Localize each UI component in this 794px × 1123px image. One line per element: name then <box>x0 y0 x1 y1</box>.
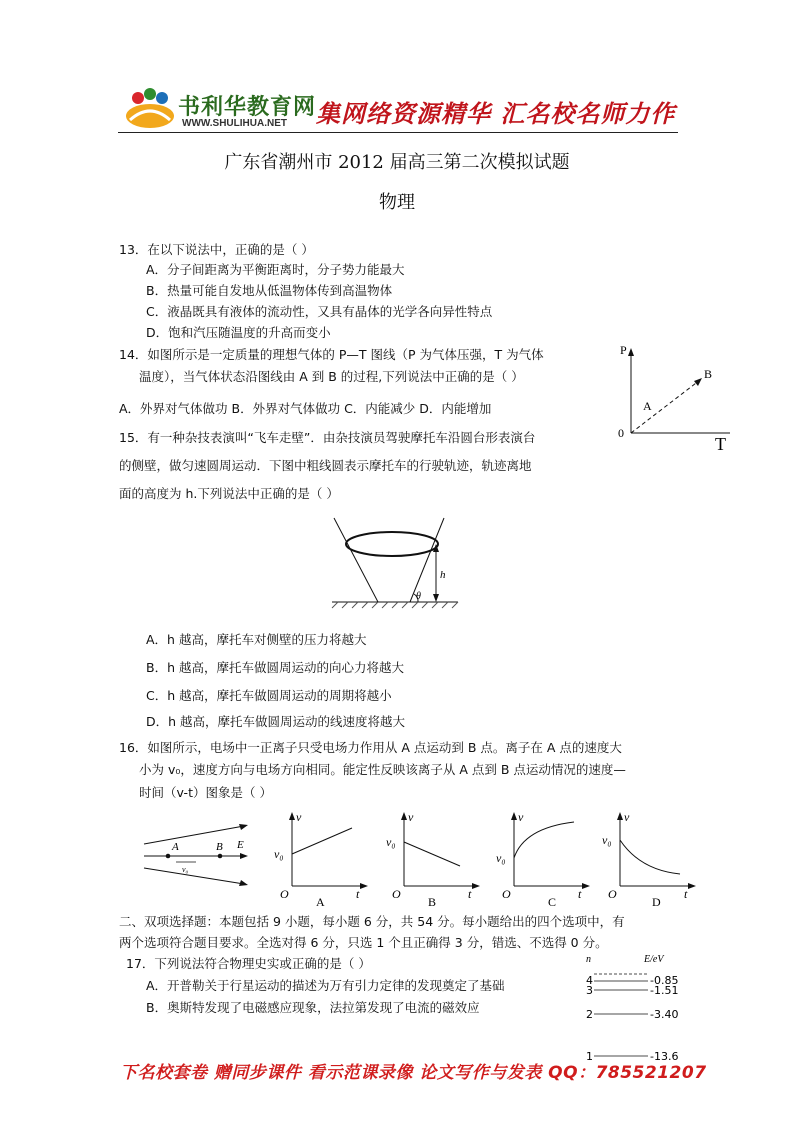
graph-c-v-label: v <box>518 810 524 824</box>
q13-stem: 13．在以下说法中，正确的是（ ） <box>119 242 314 257</box>
graph-d-t-label: t <box>684 887 688 901</box>
field-b-label: B <box>216 841 223 853</box>
section2-line1: 二、双项选择题：本题包括 9 小题，每小题 6 分，共 54 分。每小题给出的四个选项中，有 <box>119 914 625 929</box>
q15-option-d: D．h 越高，摩托车做圆周运动的线速度将越大 <box>146 714 406 729</box>
vt-graph-a <box>272 808 372 908</box>
graph-d-caption: D <box>652 895 661 908</box>
q15-option-b: B．h 越高，摩托车做圆周运动的向心力将越大 <box>146 660 404 675</box>
vt-graph-d <box>600 808 700 908</box>
graph-b-caption: B <box>428 895 437 908</box>
q15-line1: 15．有一种杂技表演叫“飞车走壁”．由杂技演员驾驶摩托车沿圆台形表演台 <box>119 430 536 445</box>
q14-stem-line2: 温度），当气体状态沿图线由 A 到 B 的过程,下列说法中正确的是（ ） <box>139 369 524 384</box>
field-v0-label: v₀ <box>182 865 189 874</box>
graph-b-t-label: t <box>468 887 472 901</box>
brand-url[interactable]: WWW.SHULIHUA.NET <box>182 118 287 129</box>
site-logo <box>124 86 176 130</box>
graph-a-o-label: O <box>280 887 289 901</box>
q17-option-b: B．奥斯特发现了电磁感应现象，法拉第发现了电流的磁效应 <box>146 1000 480 1015</box>
q15-option-c: C．h 越高，摩托车做圆周运动的周期将越小 <box>146 688 392 703</box>
q16-line2: 小为 v₀，速度方向与电场方向相同。能定性反映该离子从 A 点到 B 点运动情况的速度— <box>139 762 626 777</box>
p-axis-label: P <box>620 343 627 357</box>
graph-a-t-label: t <box>356 887 360 901</box>
level-3-e: -1.51 <box>650 984 679 997</box>
track-circle <box>346 532 438 556</box>
graph-c-caption: C <box>548 895 557 908</box>
graph-d-v-label: v <box>624 810 630 824</box>
q13-option-b: B．热量可能自发地从低温物体传到高温物体 <box>146 283 393 298</box>
q14-stem-line1: 14．如图所示是一定质量的理想气体的 P—T 图线（P 为气体压强，T 为气体 <box>119 347 544 362</box>
header-divider <box>118 132 678 133</box>
energy-n-header: n <box>586 954 591 965</box>
graph-c-t-label: t <box>578 887 582 901</box>
vt-graph-b <box>384 808 484 908</box>
q13-option-c: C．液晶既具有液体的流动性，又具有晶体的光学各向异性特点 <box>146 304 493 319</box>
t-axis-label: T <box>715 434 726 454</box>
field-a-label: A <box>172 841 179 853</box>
level-4-e: -0.85 <box>650 974 679 987</box>
graph-d-o-label: O <box>608 887 617 901</box>
level-3-n: 3 <box>586 984 593 997</box>
level-2-n: 2 <box>586 1008 593 1021</box>
q17-stem: 17．下列说法符合物理史实或正确的是（ ） <box>126 956 371 971</box>
q17-option-a: A．开普勒关于行星运动的描述为万有引力定律的发现奠定了基础 <box>146 978 505 993</box>
page-title: 广东省潮州市 2012 届高三第二次模拟试题 <box>224 152 570 173</box>
q16-line1: 16．如图所示，电场中一正离子只受电场力作用从 A 点运动到 B 点。离子在 A 点的速度大 <box>119 740 622 755</box>
q15-line2: 的侧壁，做匀速圆周运动．下图中粗线圆表示摩托车的行驶轨迹，轨迹离地 <box>119 458 532 473</box>
graph-c-v0-label: v₀ <box>496 851 506 865</box>
footer-banner[interactable]: 下名校套卷 赠同步课件 看示范课录像 论文写作与发表 QQ：785521207 <box>120 1063 707 1083</box>
level-1-n: 1 <box>586 1050 593 1062</box>
logo-icon <box>124 86 176 130</box>
level-4-n: 4 <box>586 974 593 987</box>
vt-graph-c <box>494 808 594 908</box>
theta-label: θ <box>416 591 421 602</box>
q16-line3: 时间（v-t）图象是（ ） <box>139 785 272 800</box>
q13-option-a: A．分子间距离为平衡距离时，分子势力能最大 <box>146 262 405 277</box>
q13-option-d: D．饱和汽压随温度的升高而变小 <box>146 325 331 340</box>
energy-level-diagram <box>580 950 690 1062</box>
graph-c-o-label: O <box>502 887 511 901</box>
graph-b-v-label: v <box>408 810 414 824</box>
level-2-e: -3.40 <box>650 1008 679 1021</box>
energy-e-header: E/eV <box>644 954 664 965</box>
graph-b-o-label: O <box>392 887 401 901</box>
q15-option-a: A．h 越高，摩托车对侧壁的压力将越大 <box>146 632 367 647</box>
electric-field-diagram <box>140 818 255 888</box>
point-a-dot <box>166 854 171 859</box>
section2-line2: 两个选项符合题目要求。全选对得 6 分，只选 1 个且正确得 3 分，错选、不选得 0 分。 <box>119 935 608 950</box>
pt-origin-label: 0 <box>618 426 624 440</box>
q14-options: A．外界对气体做功 B．外界对气体做功 C．内能减少 D．内能增加 <box>119 401 492 416</box>
graph-b-v0-label: v₀ <box>386 835 396 849</box>
field-e-label: E <box>237 839 244 851</box>
graph-a-v0-label: v₀ <box>274 847 284 861</box>
pt-point-a-label: A <box>643 399 652 413</box>
point-b-dot <box>218 854 223 859</box>
pt-line-arrow <box>694 378 702 386</box>
subject-title: 物理 <box>379 192 415 213</box>
level-1-e: -13.6 <box>650 1050 679 1062</box>
graph-a-v-label: v <box>296 810 302 824</box>
ground-hatching <box>332 602 458 608</box>
graph-d-v0-label: v₀ <box>602 833 612 847</box>
pt-graph <box>610 340 740 455</box>
pt-point-b-label: B <box>704 367 713 381</box>
h-label: h <box>440 569 446 581</box>
header-slogan: 集网络资源精华 汇名校名师力作 <box>316 100 676 128</box>
q15-line3: 面的高度为 h.下列说法中正确的是（ ） <box>119 486 339 501</box>
brand-name: 书利华教育网 <box>178 95 317 120</box>
graph-a-caption: A <box>316 895 325 908</box>
cone-figure <box>330 514 460 610</box>
